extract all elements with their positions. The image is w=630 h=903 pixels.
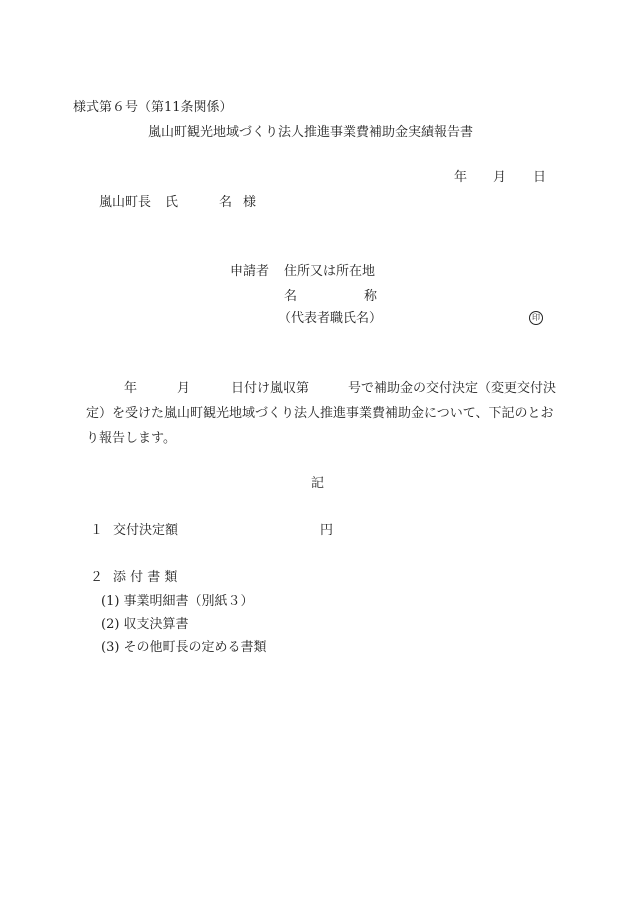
body-month: 月 [177,381,191,396]
addressee-sama: 様 [243,195,257,210]
item2-number: ２ [90,570,104,585]
body-line2: 定）を受けた嵐山町観光地域づくり法人推進事業費補助金について、下記のとお [86,406,554,421]
form-label: 様式第６号（第11条関係） [73,100,233,115]
item1-unit: 円 [320,523,334,538]
body-line1-rest: 号で補助金の交付決定（変更交付決 [348,381,557,396]
document-title: 嵐山町観光地域づくり法人推進事業費補助金実績報告書 [148,125,474,140]
date-day-label: 日 [533,170,547,185]
ki-heading: 記 [311,476,325,491]
applicant-representative-label: （代表者職氏名） [278,311,383,326]
body-line3: り報告します。 [86,431,176,446]
body-date-ref: 日付け嵐収第 [231,381,310,396]
applicant-name-label-1: 名 [284,289,298,304]
item1-label: 交付決定額 [113,523,179,538]
attachment-item: (1) 事業明細書（別紙３） [101,594,254,609]
date-month-label: 月 [493,170,507,185]
date-year-label: 年 [454,170,468,185]
addressee-shi: 氏 [165,195,179,210]
addressee-na: 名 [219,195,233,210]
applicant-name-label-2: 称 [364,289,378,304]
applicant-role: 申請者 [230,264,270,279]
attachment-item: (3) その他町長の定める書類 [101,640,267,655]
item2-label: 添 付 書 類 [113,570,178,585]
addressee-office: 嵐山町長 [99,195,152,210]
body-year: 年 [124,381,138,396]
attachment-item: (2) 収支決算書 [101,617,189,632]
item1-number: １ [90,523,104,538]
applicant-address-label: 住所又は所在地 [284,264,376,279]
seal-mark: 印 [529,311,543,325]
